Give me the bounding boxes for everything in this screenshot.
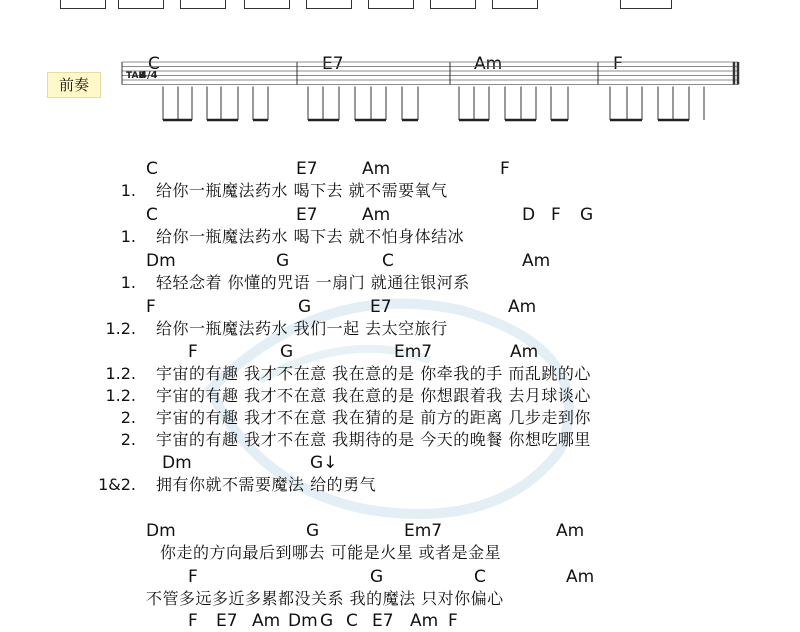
lyric-row — [0, 474, 800, 496]
chord-symbol: Am — [566, 567, 595, 587]
lyric-text: 轻轻念着 你懂的咒语 一扇门 就通往银河系 — [156, 273, 470, 292]
chord-symbol: Am — [362, 159, 391, 179]
chord-symbol: F — [448, 611, 458, 631]
chord-row — [0, 341, 800, 363]
chord-symbol: E7 — [296, 159, 318, 179]
tab-chord: E7 — [322, 54, 344, 74]
chord-row — [0, 566, 800, 588]
chord-symbol: F — [146, 297, 156, 317]
chord-row — [0, 610, 800, 632]
verse-number: 1. — [120, 181, 136, 200]
chord-row — [0, 204, 800, 226]
chord-symbol: G — [298, 297, 312, 317]
chord-symbol: C — [346, 611, 358, 631]
chord-symbol: Dm — [146, 521, 176, 541]
chord-row — [0, 158, 800, 180]
lyric-row — [0, 180, 800, 202]
verse-number: 1.2. — [105, 364, 136, 383]
chord-symbol: G — [320, 611, 334, 631]
tab-clef: TAB — [126, 71, 146, 81]
lyric-row — [0, 226, 800, 248]
lyric-text: 宇宙的有趣 我才不在意 我在意的是 你牵我的手 而乱跳的心 — [156, 364, 591, 383]
lyric-text: 宇宙的有趣 我才不在意 我在猜的是 前方的距离 几步走到你 — [156, 408, 591, 427]
lyric-text: 宇宙的有趣 我才不在意 我在意的是 你想跟着我 去月球谈心 — [156, 386, 591, 405]
chord-row — [0, 452, 800, 474]
verse-number: 2. — [120, 430, 136, 449]
chord-symbol: Em7 — [394, 342, 433, 362]
lyric-row — [0, 407, 800, 429]
lyric-row — [0, 363, 800, 385]
lyric-row — [0, 542, 800, 564]
chord-symbol: Am — [252, 611, 281, 631]
chord-symbol: G — [580, 205, 594, 225]
chord-symbol: F — [551, 205, 561, 225]
verse-number: 2. — [120, 408, 136, 427]
chord-symbol: E7 — [296, 205, 318, 225]
chord-symbol: Am — [556, 521, 585, 541]
chord-symbol: F — [188, 342, 198, 362]
lyric-row — [0, 588, 800, 610]
chord-symbol: D — [522, 205, 536, 225]
chord-symbol: G↓ — [310, 453, 338, 473]
lyric-row — [0, 272, 800, 294]
chord-symbol: F — [500, 159, 510, 179]
verse-number: 1&2. — [98, 475, 136, 494]
lyric-text: 宇宙的有趣 我才不在意 我期待的是 今天的晚餐 你想吃哪里 — [156, 430, 591, 449]
lyric-text: 给你一瓶魔法药水 喝下去 就不怕身体结冰 — [156, 227, 465, 246]
chord-symbol: Am — [362, 205, 391, 225]
chord-symbol: Am — [508, 297, 537, 317]
chord-symbol: Dm — [162, 453, 192, 473]
tab-staff — [0, 0, 800, 140]
chord-symbol: C — [474, 567, 486, 587]
verse-number: 1.2. — [105, 319, 136, 338]
chord-symbol: G — [306, 521, 320, 541]
chord-symbol: E7 — [372, 611, 394, 631]
chord-symbol: Am — [410, 611, 439, 631]
chord-row — [0, 520, 800, 542]
chord-symbol: F — [188, 567, 198, 587]
verse-number: 1.2. — [105, 386, 136, 405]
time-signature: 4/4 — [140, 70, 158, 81]
lyric-row — [0, 318, 800, 340]
chord-symbol: F — [188, 611, 198, 631]
lyric-row — [0, 429, 800, 451]
chord-symbol: E7 — [216, 611, 238, 631]
chord-symbol: Am — [510, 342, 539, 362]
tab-chord: F — [613, 54, 623, 74]
verse-number: 1. — [120, 273, 136, 292]
chord-symbol: G — [370, 567, 384, 587]
chord-symbol: Em7 — [404, 521, 443, 541]
chord-symbol: C — [146, 159, 158, 179]
section-label-intro: 前奏 — [47, 72, 101, 98]
lyric-text: 给你一瓶魔法药水 我们一起 去太空旅行 — [156, 319, 448, 338]
tab-chord: Am — [474, 54, 503, 74]
lyric-text: 你走的方向最后到哪去 可能是火星 或者是金星 — [160, 543, 502, 562]
lyric-text: 不管多远多近多累都没关系 我的魔法 只对你偏心 — [146, 589, 504, 608]
chord-symbol: Dm — [288, 611, 318, 631]
chord-symbol: E7 — [370, 297, 392, 317]
chord-symbol: C — [382, 251, 394, 271]
chord-row — [0, 296, 800, 318]
verse-number: 1. — [120, 227, 136, 246]
lyric-row — [0, 385, 800, 407]
chord-symbol: Am — [522, 251, 551, 271]
chord-symbol: G — [280, 342, 294, 362]
chord-row — [0, 250, 800, 272]
tab-chord: C — [148, 54, 160, 74]
chord-symbol: G — [276, 251, 290, 271]
chord-symbol: C — [146, 205, 158, 225]
lyric-text: 拥有你就不需要魔法 给的勇气 — [156, 475, 377, 494]
chord-symbol: Dm — [146, 251, 176, 271]
lyric-text: 给你一瓶魔法药水 喝下去 就不需要氧气 — [156, 181, 448, 200]
